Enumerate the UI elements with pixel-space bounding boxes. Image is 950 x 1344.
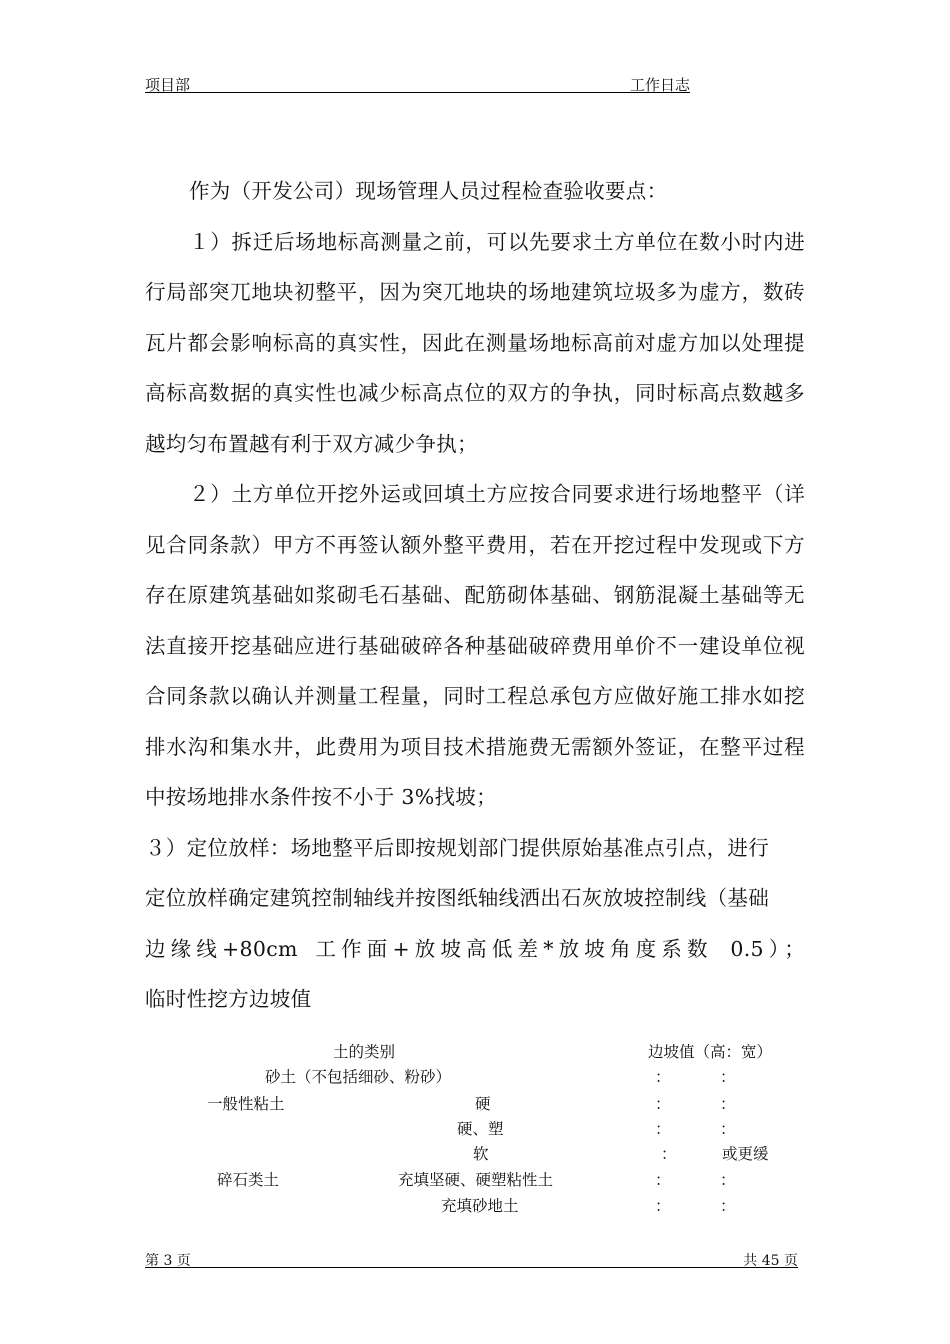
paragraph-2: ２）土方单位开挖外运或回填土方应按合同要求进行场地整平（详见合同条款）甲方不再签认额外整平费用，若在开挖过程中发现或下方存在原建筑基础如浆砌毛石基础、配筋砌体基础、钢筋混凝土基础等无法直接开挖基础应进行基础破碎各种基础破碎费用单价不一建设单位视合同条款以确认并测量工程量，同时工程总承包方应做好施工排水如挖排水沟和集水井，此费用为项目技术措施费无需额外签证，在整平过程中按场地排水条件按不小于 3%找坡； (145, 482, 805, 809)
table-header-slope: 边坡值（高：宽） (648, 1043, 773, 1061)
header-left: 项目部 (145, 76, 191, 94)
table-cell: 一般性粘土 (207, 1095, 285, 1113)
table-cell: ： (655, 1197, 671, 1215)
table-cell: ： (720, 1197, 736, 1215)
table-cell: ： (720, 1095, 736, 1113)
table-cell: 充填坚硬、硬塑粘性土 (398, 1171, 554, 1189)
paragraph-3-line-1: ３）定位放样：场地整平后即按规划部门提供原始基准点引点，进行 (145, 835, 769, 860)
table-cell: ： (655, 1068, 671, 1086)
paragraph-1: １）拆迁后场地标高测量之前，可以先要求土方单位在数小时内进行局部突兀地块初整平，因为突兀地块的场地建筑垃圾多为虚方，数砖瓦片都会影响标高的真实性，因此在测量场地标高前对虚方加以处理提高标高数据的真实性也减少标高点位的双方的争执，同时标高点数越多越均匀布置越有利于双方减少争执； (145, 229, 805, 456)
table-cell: ： (720, 1120, 736, 1138)
section-title: 作为（开发公司）现场管理人员过程检查验收要点： (189, 179, 668, 203)
header-right: 工作日志 (629, 76, 690, 94)
table-header-soil: 土的类别 (333, 1043, 396, 1061)
table-cell: 或更缓 (722, 1145, 769, 1163)
table-cell: 硬 (475, 1095, 491, 1113)
table-cell: ： (720, 1171, 736, 1189)
paragraph-3-line-3: 边缘线+80cm 工作面+放坡高低差*放坡角度系数 0.5）； (145, 936, 805, 961)
page-footer (145, 1250, 798, 1268)
table-cell: ： (655, 1120, 671, 1138)
table-cell: 充填砂地土 (441, 1197, 519, 1215)
table-cell: 砂土（不包括细砂、粉砂） (265, 1068, 452, 1086)
paragraph-3-line-2: 定位放样确定建筑控制轴线并按图纸轴线洒出石灰放坡控制线（基础 (145, 886, 769, 910)
table-cell: ： (655, 1171, 671, 1189)
table-cell: ： (655, 1095, 671, 1113)
body-text (145, 166, 805, 1025)
paragraph-3-line-4: 临时性挖方边坡值 (145, 987, 312, 1011)
table-cell: 软 (473, 1145, 489, 1163)
table-cell: 硬、塑 (457, 1120, 504, 1138)
table-cell: 碎石类土 (217, 1171, 280, 1189)
footer-page-number: 第 3 页 (145, 1253, 191, 1269)
page-header (145, 74, 690, 93)
table-cell: ： (661, 1145, 677, 1163)
footer-total-pages: 共 45 页 (743, 1253, 798, 1269)
table-cell: ： (720, 1068, 736, 1086)
